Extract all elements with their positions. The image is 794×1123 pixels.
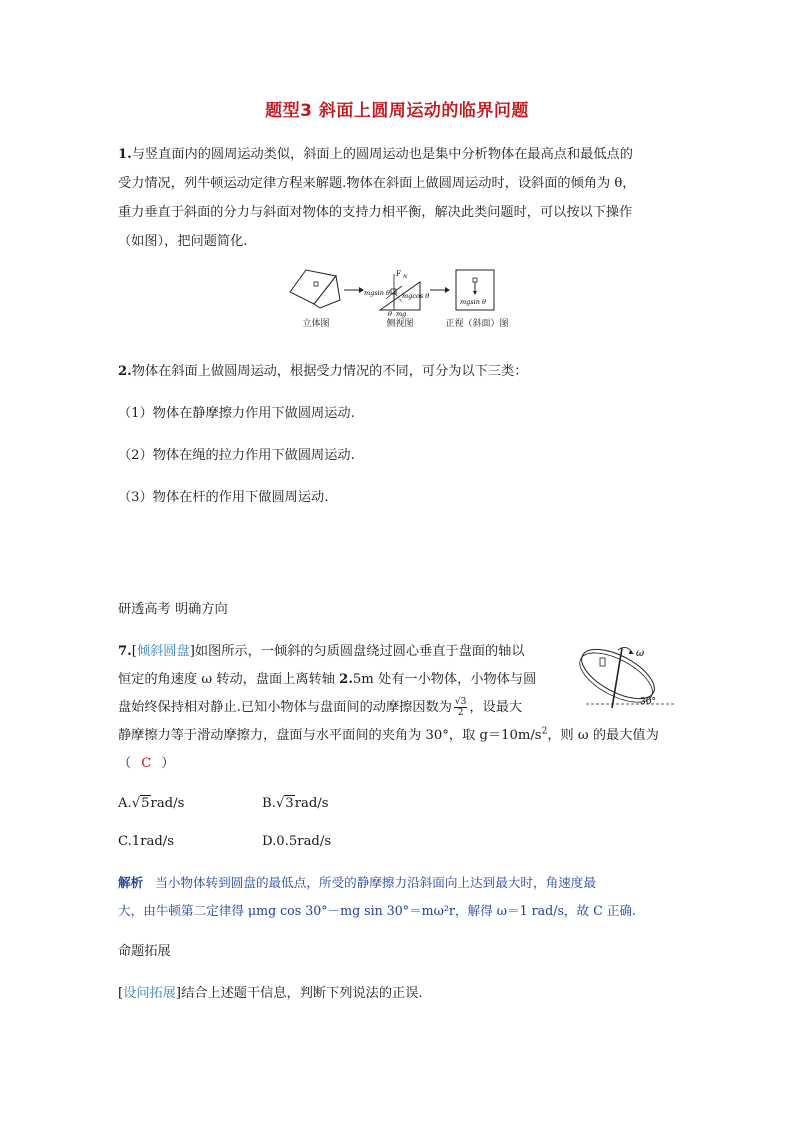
- caption-side: 侧视图: [386, 319, 414, 329]
- option-a-unit: rad/s: [150, 796, 185, 811]
- extension-bracket-open: [: [118, 986, 124, 1001]
- svg-text:F N: [395, 270, 408, 280]
- extension-bracket-close: ]: [175, 986, 182, 1001]
- sqrt-icon: √: [275, 796, 285, 811]
- arrow-icon: [344, 287, 364, 293]
- mgsin-label: mgsin θ: [364, 289, 390, 297]
- friction-fraction: [454, 697, 467, 718]
- list-item: （3）物体在杆的作用下做圆周运动.: [118, 490, 329, 505]
- section-2-text: 物体在斜面上做圆周运动，根据受力情况的不同，可分为以下三类：: [131, 364, 528, 379]
- question-tag-link[interactable]: 倾斜圆盘: [136, 644, 190, 659]
- option-b: [262, 796, 329, 811]
- option-c: C.1rad/s: [118, 834, 175, 849]
- question-text-3: 盘始终保持相对静止.已知小物体与盘面间的动摩擦因数为: [118, 700, 452, 715]
- intro-line-1: 与竖直面内的圆周运动类似，斜面上的圆周运动也是集中分析物体在最高点和最低点的: [131, 147, 633, 162]
- question-text-2b: 5m 处有一小物体，小物体与圆: [352, 672, 537, 687]
- question-line-4: [118, 724, 659, 743]
- option-a: [118, 796, 184, 811]
- solution-label: 解析: [118, 875, 144, 890]
- fn-label: F: [396, 270, 401, 278]
- option-b-prefix: B.: [262, 796, 276, 811]
- intro-line-4: （如图），把问题简化.: [118, 234, 248, 249]
- fn-subscript: N: [403, 274, 408, 280]
- section-heading: 研透高考 明确方向: [118, 602, 228, 617]
- solution-line-2: 大，由牛顿第二定律得 μmg cos 30°－mg sin 30°＝mω²r，解得 ω＝1 rad/s，故 C 正确.: [118, 903, 636, 918]
- question-superscript: 2: [541, 726, 548, 737]
- fraction-numerator: √3: [454, 697, 467, 707]
- arrow-icon: [430, 287, 450, 293]
- solution-line-1: [118, 872, 596, 891]
- list-item: （1）物体在静摩擦力作用下做圆周运动.: [118, 406, 355, 421]
- question-line-3: [118, 696, 522, 718]
- question-text-1: 如图所示，一倾斜的匀质圆盘绕过圆心垂直于盘面的轴以: [194, 644, 525, 659]
- angle-label: 30°: [640, 697, 656, 707]
- intro-line-3: 重力垂直于斜面的分力与斜面对物体的支持力相平衡，解决此类问题时，可以按以下操作: [118, 205, 633, 220]
- intro-paragraph: [118, 140, 678, 256]
- answer-line: [118, 752, 174, 771]
- caption-three-d: 立体图: [302, 319, 330, 329]
- tilted-disc-diagram: [566, 634, 678, 714]
- tag-bracket-open: [: [131, 644, 137, 659]
- intro-number: 1.: [118, 147, 132, 162]
- solution-text-1: 当小物体转到圆盘的最低点，所受的静摩擦力沿斜面向上达到最大时，角速度最: [155, 875, 596, 890]
- option-a-prefix: A.: [118, 796, 132, 811]
- answer-paren-open: （: [118, 756, 132, 771]
- sqrt-icon: √: [131, 796, 141, 811]
- three-d-view-drawing: [290, 270, 340, 308]
- question-bold-number: 2.: [339, 672, 353, 687]
- answer-paren-close: ）: [161, 756, 175, 771]
- caption-front: 正视（斜面）图: [445, 319, 509, 329]
- question-number: 7.: [118, 644, 132, 659]
- intro-line-2: 受力情况，列牛顿运动定律方程来解题.物体在斜面上做圆周运动时，设斜面的倾角为 θ，: [118, 176, 636, 191]
- question-text-4b: ，则 ω 的最大值为: [547, 728, 659, 743]
- question-text-4: 静摩擦力等于滑动摩擦力，盘面与水平面间的夹角为 30°，取 g＝10m/s: [118, 728, 542, 743]
- option-b-unit: rad/s: [294, 796, 329, 811]
- incline-figure: [284, 266, 514, 332]
- question-text-3b: ，设最大: [469, 700, 523, 715]
- extension-heading: 命题拓展: [118, 944, 171, 959]
- question-line-1: [118, 640, 525, 659]
- extension-tag-link[interactable]: 设问拓展: [123, 986, 176, 1001]
- answer-letter: C: [141, 756, 152, 771]
- mgcos-label: mgcos θ: [402, 292, 430, 300]
- option-a-root: 5: [141, 796, 150, 811]
- mg-label: mg: [396, 310, 407, 318]
- extension-text: 结合上述题干信息，判断下列说法的正误.: [181, 986, 423, 1001]
- section-2-intro: [118, 360, 527, 379]
- question-text-2: 恒定的角速度 ω 转动，盘面上离转轴: [118, 672, 340, 687]
- front-mgsin-label: mgsin θ: [460, 298, 486, 306]
- tag-bracket-close: ]: [189, 644, 195, 659]
- theta-label: θ: [388, 310, 392, 318]
- fraction-denominator: 2: [457, 708, 464, 718]
- page-title: 题型3 斜面上圆周运动的临界问题: [265, 101, 529, 121]
- option-b-root: 3: [285, 796, 294, 811]
- list-item: （2）物体在绳的拉力作用下做圆周运动.: [118, 448, 355, 463]
- option-d: D.0.5rad/s: [262, 834, 332, 849]
- section-2-number: 2.: [118, 364, 132, 379]
- extension-line: [118, 982, 423, 1001]
- question-line-2: [118, 668, 536, 687]
- tilted-disc-figure: [566, 634, 678, 714]
- omega-label: ω: [636, 648, 645, 659]
